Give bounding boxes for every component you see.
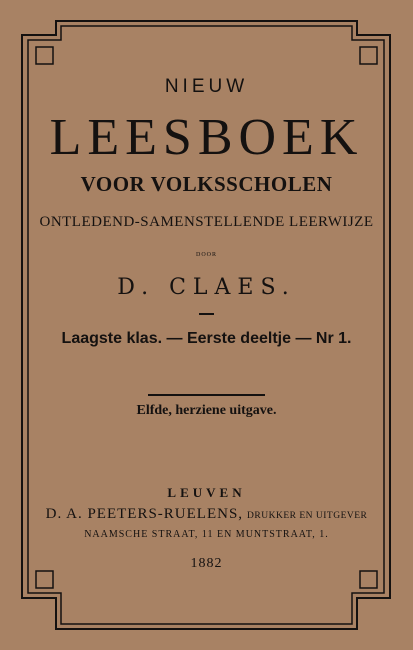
author-name: D. CLAES. <box>117 275 296 300</box>
publisher-name: D. A. PEETERS-RUELENS, <box>45 506 244 522</box>
publisher-role: DRUKKER EN UITGEVER <box>247 511 368 521</box>
volume-line: Laagste klas. — Eerste deeltje — Nr 1. <box>61 330 352 347</box>
publisher-line <box>0 505 413 523</box>
publication-year: 1882 <box>190 556 223 571</box>
book-title: LEESBOEK <box>49 109 364 166</box>
publisher-city: LEUVEN <box>167 485 246 500</box>
separator-rule <box>148 394 265 396</box>
by-label: DOOR <box>195 252 217 258</box>
method-line: ONTLEDEND-SAMENSTELLENDE LEERWIJZE <box>39 214 374 230</box>
book-subtitle: VOOR VOLKSSCHOLEN <box>80 172 333 196</box>
series-label: NIEUW <box>164 76 249 97</box>
short-rule <box>199 313 214 315</box>
edition-line: Elfde, herziene uitgave. <box>136 403 277 418</box>
publisher-address: NAAMSCHE STRAAT, 11 EN MUNTSTRAAT, 1. <box>84 529 329 540</box>
